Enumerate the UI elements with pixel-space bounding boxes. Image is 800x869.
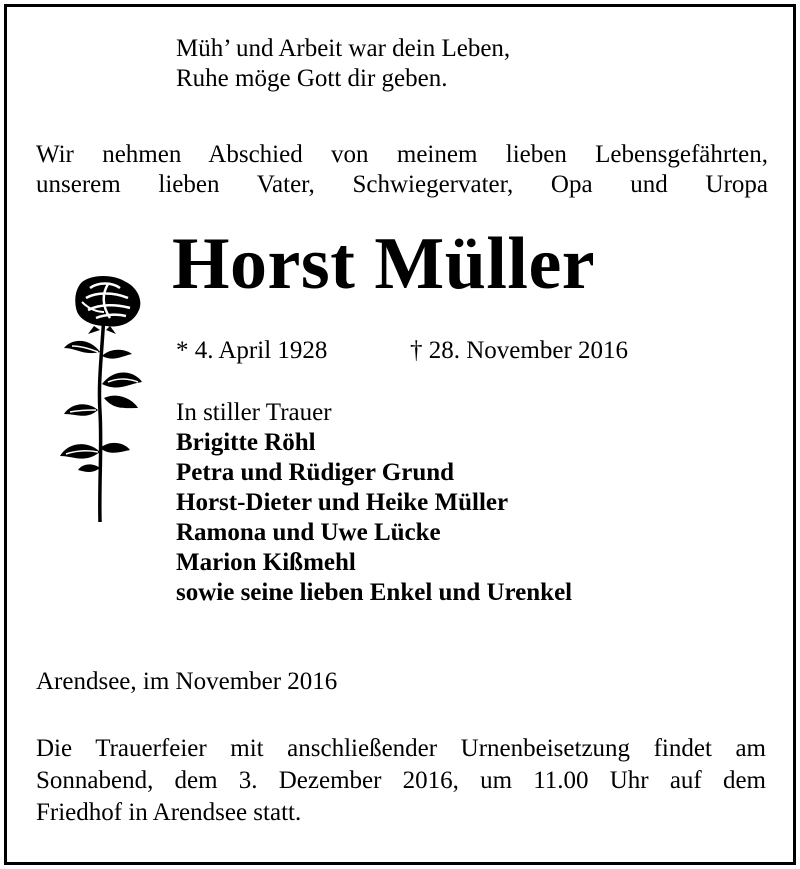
poem-line-1: Müh’ und Arbeit war dein Leben,: [176, 35, 511, 62]
deceased-name: Horst Müller: [172, 223, 596, 305]
mourner-name: Brigitte Röhl: [176, 429, 316, 456]
poem-line-2: Ruhe möge Gott dir geben.: [176, 65, 448, 92]
mourners-intro: In stiller Trauer: [176, 399, 332, 426]
birth-date: * 4. April 1928: [176, 337, 328, 364]
funeral-line-2: Sonnabend, dem 3. Dezember 2016, um 11.00 Uhr auf dem: [36, 767, 766, 794]
rose-icon: [52, 272, 152, 528]
mourner-name: Petra und Rüdiger Grund: [176, 459, 455, 486]
mourner-name: Ramona und Uwe Lücke: [176, 519, 441, 546]
place-date: Arendsee, im November 2016: [36, 668, 338, 695]
mourner-name: Marion Kißmehl: [176, 549, 356, 576]
mourner-name: sowie seine lieben Enkel und Urenkel: [176, 579, 573, 606]
mourners: [176, 398, 572, 608]
death-date: † 28. November 2016: [410, 337, 629, 364]
intro-line-1: Wir nehmen Abschied von meinem lieben Lebensgefährten,: [36, 141, 768, 168]
poem: [176, 34, 510, 94]
funeral-line-1: Die Trauerfeier mit anschließender Urnenbeisetzung findet am: [36, 735, 766, 762]
funeral-line-3: Friedhof in Arendsee statt.: [36, 799, 302, 826]
intro-line-2: unserem lieben Vater, Schwiegervater, Opa und Uropa: [36, 171, 768, 198]
mourner-name: Horst-Dieter und Heike Müller: [176, 489, 509, 516]
